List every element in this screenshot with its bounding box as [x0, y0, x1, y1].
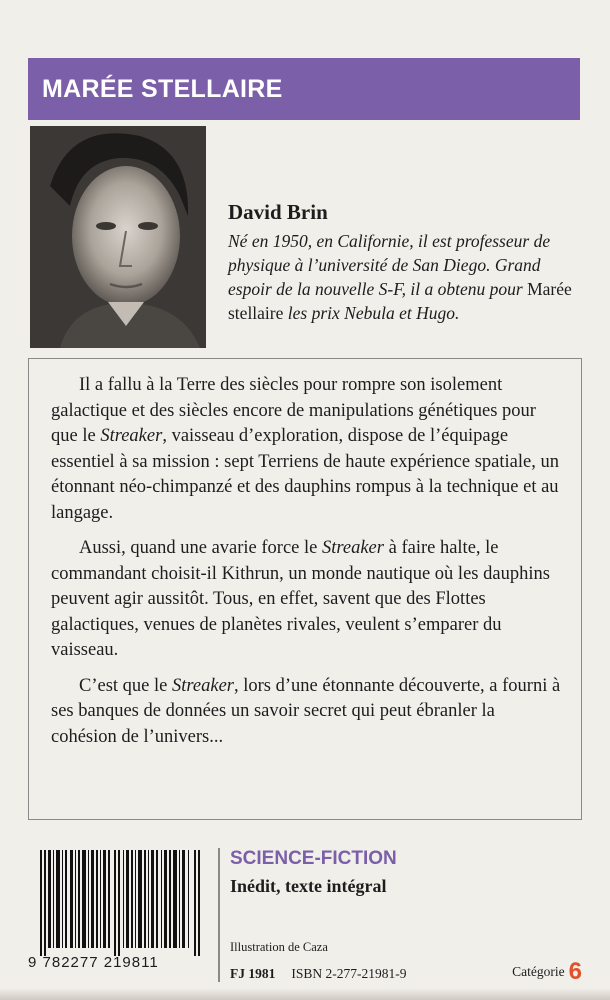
author-photo	[30, 126, 206, 348]
synopsis-paragraph-2	[51, 536, 561, 664]
cover-edge	[0, 988, 610, 1000]
synopsis-text: , vaisseau d’exploration, dispose de l’équipage essentiel à sa mission : sept Terriens de haute expérience spatiale, un étonnant néo-chimpanzé et des dauphins rompus à la technique et au langage.	[51, 426, 559, 523]
publication-codes	[230, 966, 407, 982]
author-bio-part1: Né en 1950, en Californie, il est professeur de physique à l’université de San Diego. Grand espoir de la nouvelle S-F, il a obtenu pour	[228, 231, 551, 299]
category-label: Catégorie	[512, 964, 565, 979]
isbn: ISBN 2-277-21981-9	[291, 966, 407, 981]
author-bio-book-title: Marée stellaire	[228, 279, 572, 323]
synopsis-paragraph-1	[51, 373, 561, 526]
book-title-band	[28, 58, 580, 120]
genre-label: SCIENCE-FICTION	[230, 848, 397, 869]
author-section	[228, 200, 588, 325]
barcode-icon	[40, 850, 200, 956]
synopsis-text: Il a fallu à la Terre des siècles pour rompre son isolement galactique et des siècles encore de manipulations génétiques pour que le	[51, 375, 536, 446]
ship-name: Streaker	[321, 538, 384, 558]
author-name: David Brin	[228, 200, 328, 224]
synopsis-box	[28, 358, 582, 820]
author-bio	[228, 229, 588, 325]
author-portrait-icon	[30, 126, 206, 348]
book-title: MARÉE STELLAIRE	[42, 75, 283, 103]
ship-name: Streaker	[172, 675, 234, 696]
footer-divider	[218, 848, 220, 982]
synopsis-text: C’est que le	[79, 675, 172, 696]
barcode-digits: 9 782277 219811	[28, 954, 159, 971]
category-number: 6	[568, 958, 582, 985]
series-code: FJ 1981	[230, 966, 276, 981]
barcode	[28, 850, 208, 974]
synopsis-text: à faire halte, le commandant choisit-il Kithrun, un monde nautique où les dauphins peuvent agir aussitôt. Tous, en effet, savent que des Flottes galactiques, venues de planètes rivales, veulent s’emparer du vaisseau.	[51, 538, 550, 660]
edition-note: Inédit, texte intégral	[230, 876, 387, 896]
synopsis-text: , lors d’une étonnante découverte, a fourni à ses banques de données un savoir secret qui peut ébranler la cohésion de l’univers...	[51, 675, 561, 747]
author-bio-part2: les prix Nebula et Hugo.	[283, 303, 460, 323]
price-category	[512, 958, 582, 986]
illustration-credit: Illustration de Caza	[230, 940, 328, 954]
ship-name: Streaker	[100, 426, 163, 446]
synopsis-paragraph-3	[51, 674, 561, 751]
synopsis-text: Aussi, quand une avarie force le	[79, 538, 322, 558]
